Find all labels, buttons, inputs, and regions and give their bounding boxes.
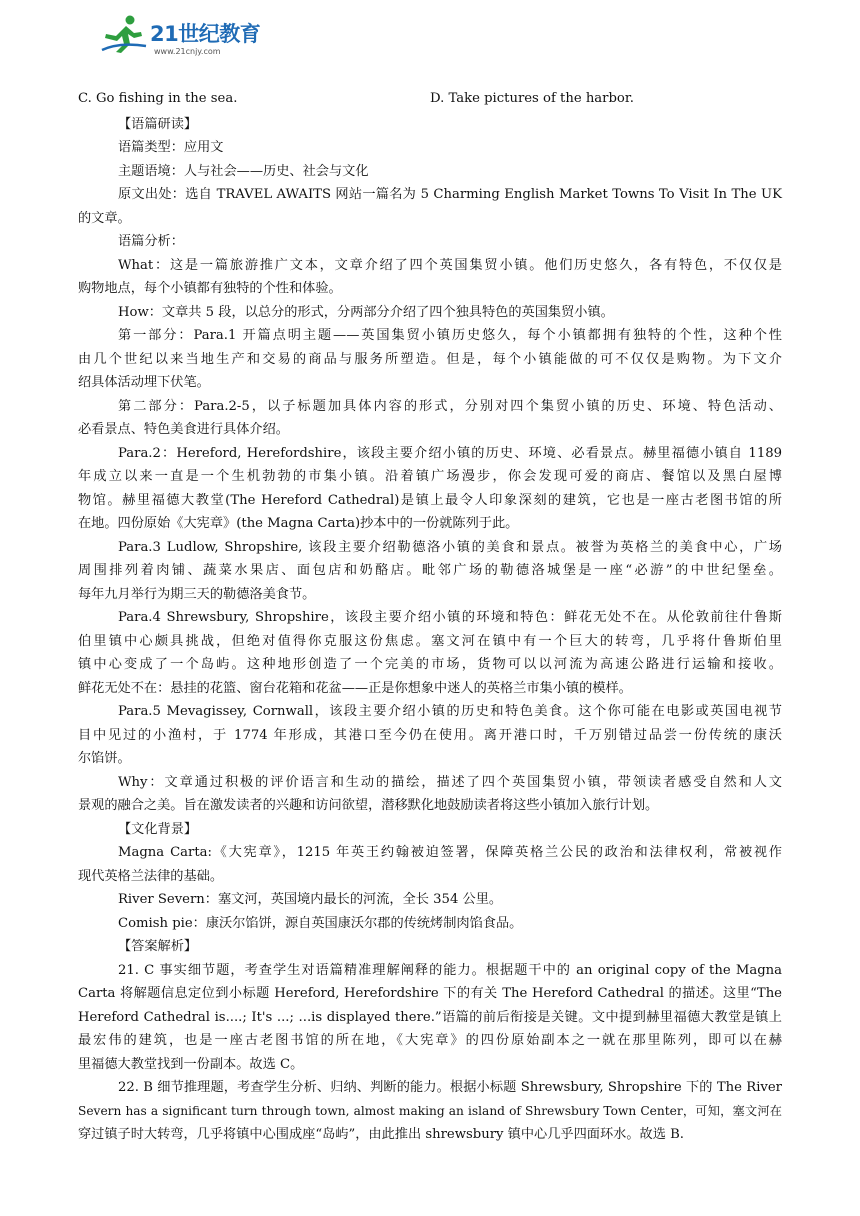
text-line: 景观的融合之美。旨在激发读者的兴趣和访问欲望，潜移默化地鼓励读者将这些小镇加入旅行计划。	[78, 798, 659, 813]
text-line: 语篇分析：	[118, 234, 184, 249]
text-line: Para.3 Ludlow, Shropshire, 该段主要介绍勒德洛小镇的美食和景点。被誉为英格兰的美食中心，广场	[118, 540, 782, 555]
text-line: 购物地点，每个小镇都有独特的个性和体验。	[78, 281, 342, 296]
text-line: 物馆。赫里福德大教堂(The Hereford Cathedral)是镇上最令人印象深刻的建筑，它也是一座古老图书馆的所	[78, 493, 782, 508]
text-line: 21. C 事实细节题，考查学生对语篇精准理解阐释的能力。根据题干中的 an original copy of the Magna	[118, 963, 782, 978]
text-line: How：文章共 5 段，以总分的形式，分两部分介绍了四个独具特色的英国集贸小镇。	[118, 305, 614, 320]
text-line: 最宏伟的建筑，也是一座古老图书馆的所在地，《大宪章》的四份原始副本之一就在那里陈列，即可以在赫	[78, 1033, 782, 1048]
text-line: 必看景点、特色美食进行具体介绍。	[78, 422, 289, 437]
section-heading: 【语篇研读】	[118, 117, 198, 132]
text-line: 绍具体活动埋下伏笔。	[78, 375, 210, 390]
text-line: River Severn：塞文河，英国境内最长的河流，全长 354 公里。	[118, 892, 503, 907]
text-line: 伯里镇中心颇具挑战，但绝对值得你克服这份焦虑。塞文河在镇中有一个巨大的转弯，几乎将什鲁斯伯里	[78, 634, 782, 649]
text-line: 鲜花无处不在：悬挂的花篮、窗台花箱和花盆——正是你想象中迷人的英格兰市集小镇的模样。	[78, 681, 632, 696]
text-line: 第一部分：Para.1 开篇点明主题——英国集贸小镇历史悠久，每个小镇都拥有独特的个性，这种个性	[118, 328, 782, 343]
text-line: What：这是一篇旅游推广文本，文章介绍了四个英国集贸小镇。他们历史悠久，各有特色，不仅仅是	[118, 258, 782, 273]
text-line: Para.5 Mevagissey, Cornwall，该段主要介绍小镇的历史和特色美食。这个你可能在电影或英国电视节	[118, 704, 782, 719]
running-man-icon	[100, 14, 148, 54]
text-line: 22. B 细节推理题，考查学生分析、归纳、判断的能力。根据小标题 Shrewsbury, Shropshire 下的 The River	[118, 1080, 782, 1095]
text-line: 现代英格兰法律的基础。	[78, 869, 224, 884]
text-line: Comish pie：康沃尔馅饼，源自英国康沃尔郡的传统烤制肉馅食品。	[118, 916, 523, 931]
text-line: 穿过镇子时大转弯，几乎将镇中心围成座“岛屿”，由此推出 shrewsbury 镇中心几乎四面环水。故选 B.	[78, 1127, 684, 1142]
text-line: 尔馅饼。	[78, 751, 131, 766]
text-line: 第二部分：Para.2-5，以子标题加具体内容的形式，分别对四个集贸小镇的历史、环境、特色活动、	[118, 399, 782, 414]
text-line: Carta 将解题信息定位到小标题 Hereford, Herefordshire 下的有关 The Hereford Cathedral 的描述。这里“The	[78, 986, 782, 1001]
text-line: 原文出处：选自 TRAVEL AWAITS 网站一篇名为 5 Charming English Market Towns To Visit In The UK	[118, 187, 782, 202]
logo-url: www.21cnjy.com	[154, 47, 221, 56]
text-line: 年成立以来一直是一个生机勃勃的市集小镇。沿着镇广场漫步，你会发现可爱的商店、餐馆以及黑白屋博	[78, 469, 782, 484]
text-line: 目中见过的小渔村，于 1774 年形成，其港口至今仍在使用。离开港口时，千万别错过品尝一份传统的康沃	[78, 728, 782, 743]
text-line: 主题语境：人与社会——历史、社会与文化	[118, 164, 369, 179]
text-line: Severn has a significant turn through town, almost making an island of Shrewsbury Town Center，可知，塞文河在	[78, 1104, 782, 1118]
text-line: 周围排列着肉铺、蔬菜水果店、面包店和奶酪店。毗邻广场的勒德洛城堡是一座“必游”的中世纪堡垒。	[78, 563, 782, 578]
text-line: 里福德大教堂找到一份副本。故选 C。	[78, 1057, 304, 1072]
text-line: Para.2：Hereford, Herefordshire，该段主要介绍小镇的历史、环境、必看景点。赫里福德小镇自 1189	[118, 446, 782, 461]
text-line: 语篇类型：应用文	[118, 140, 224, 155]
text-line: Hereford Cathedral is....; It's ...; ...is displayed there.”语篇的前后衔接是关键。文中提到赫里福德大教堂是镇上	[78, 1010, 782, 1025]
logo	[100, 14, 270, 60]
text-line: 的文章。	[78, 211, 131, 226]
text-line: 每年九月举行为期三天的勒德洛美食节。	[78, 587, 316, 602]
option-c: C. Go fishing in the sea.	[78, 91, 238, 106]
logo-text: 21世纪教育	[150, 22, 261, 46]
text-line: 在地。四份原始《大宪章》(the Magna Carta)抄本中的一份就陈列于此。	[78, 516, 519, 531]
section-heading: 【答案解析】	[118, 939, 198, 954]
text-line: 镇中心变成了一个岛屿。这种地形创造了一个完美的市场，货物可以以河流为高速公路进行运输和接收。	[78, 657, 782, 672]
text-line: Why：文章通过积极的评价语言和生动的描绘，描述了四个英国集贸小镇，带领读者感受自然和人文	[118, 775, 782, 790]
text-line: Magna Carta:《大宪章》，1215 年英王约翰被迫签署，保障英格兰公民的政治和法律权利，常被视作	[118, 845, 782, 860]
text-line: Para.4 Shrewsbury, Shropshire，该段主要介绍小镇的环境和特色：鲜花无处不在。从伦敦前往什鲁斯	[118, 610, 782, 625]
text-line: 由几个世纪以来当地生产和交易的商品与服务所塑造。但是，每个小镇能做的可不仅仅是购物。为下文介	[78, 352, 782, 367]
option-d: D. Take pictures of the harbor.	[430, 91, 634, 106]
section-heading: 【文化背景】	[118, 822, 198, 837]
